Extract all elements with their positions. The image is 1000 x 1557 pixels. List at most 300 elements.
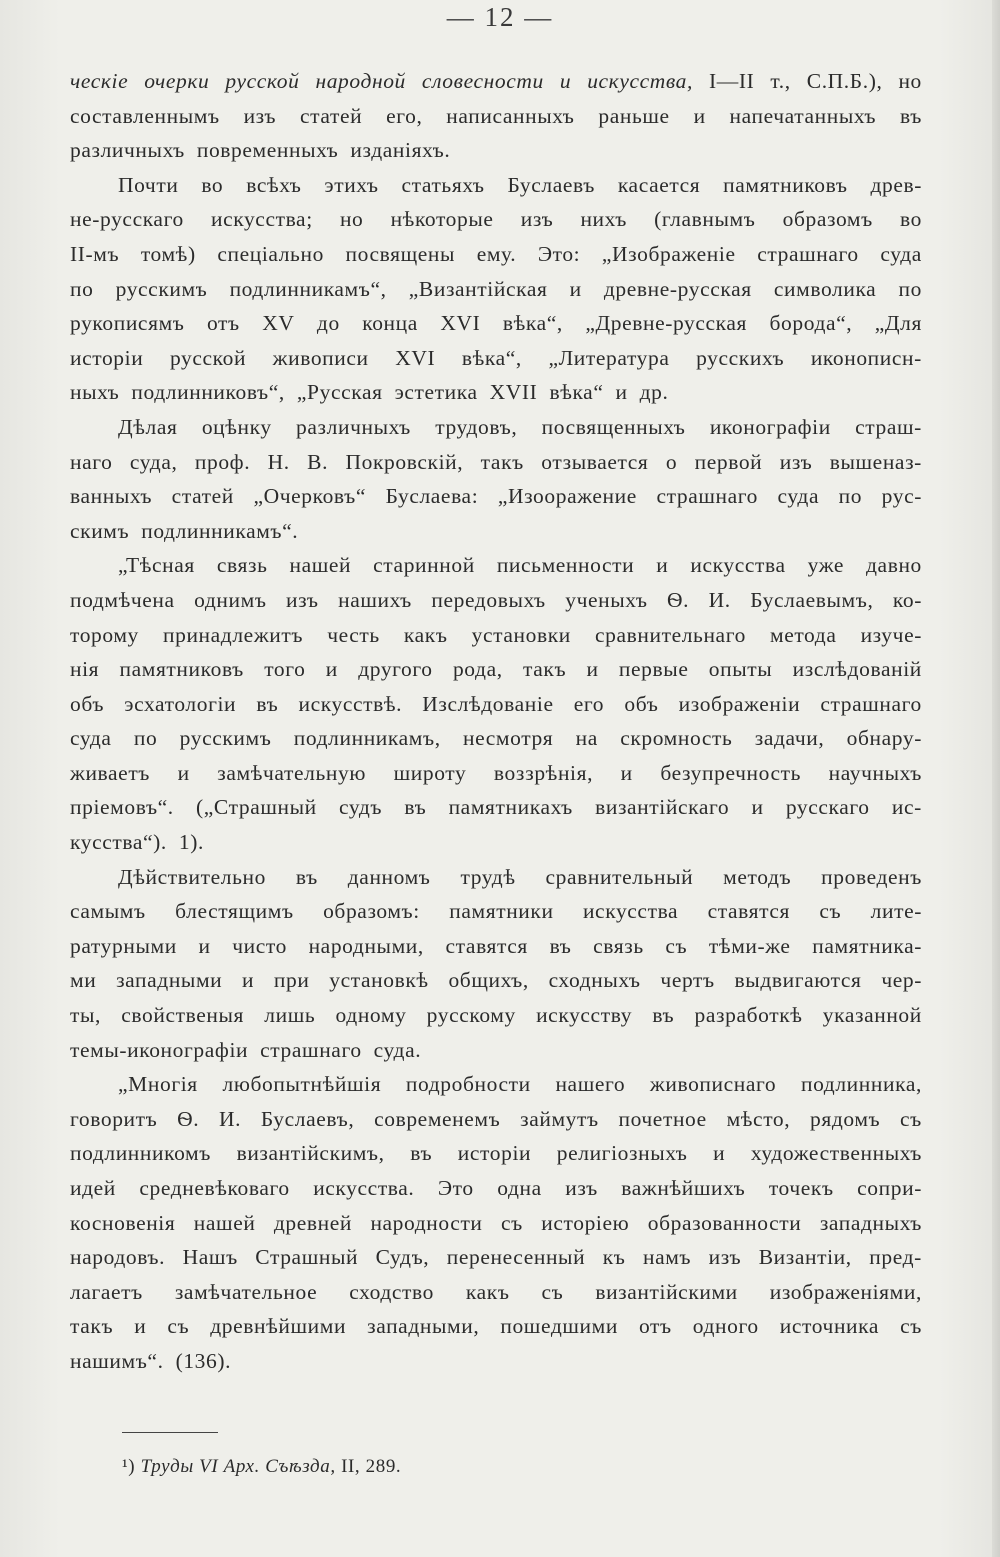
paragraph [70, 168, 922, 410]
word: суда [880, 241, 922, 266]
word: посвящены [345, 241, 456, 266]
word: томѣ) [140, 241, 196, 266]
word: „Древне-русская [585, 311, 748, 336]
word: первой [694, 449, 763, 474]
word: рукописямъ [70, 311, 185, 336]
word: византійскаго [595, 795, 730, 820]
word: отъ [206, 311, 240, 336]
word: къ [602, 1245, 626, 1270]
word: указанной [822, 1003, 922, 1028]
word: нѣкоторые [390, 207, 494, 232]
word: суда [70, 726, 112, 751]
word: „Многія [118, 1072, 198, 1097]
word: но [339, 207, 364, 232]
word: торому [70, 622, 139, 647]
word: наго [70, 449, 113, 474]
word: народной [315, 69, 406, 93]
text-line [70, 1171, 922, 1206]
word: косновенія [70, 1210, 176, 1235]
word: „Русская [296, 380, 383, 405]
text-line [70, 1033, 922, 1068]
word: Дѣлая [118, 414, 178, 439]
word: образомъ [782, 207, 873, 232]
word: искусства, [587, 69, 694, 93]
text-line [70, 1067, 922, 1102]
word: „Византійская [408, 276, 548, 301]
word: современемъ [374, 1106, 501, 1131]
word: чертъ [660, 968, 715, 993]
word: нашихъ [338, 587, 412, 612]
word: по [133, 726, 158, 751]
word: различныхъ [296, 414, 411, 439]
text-line [70, 445, 922, 480]
text-line [70, 410, 922, 445]
word: трудовъ, [435, 414, 518, 439]
word: съ [500, 1210, 523, 1235]
word: принадлежитъ [163, 622, 304, 647]
word: изслѣдованій [792, 657, 922, 682]
word: т., [770, 69, 791, 93]
word: и [559, 69, 572, 93]
word: пріемовъ“. [70, 795, 174, 820]
word: I—II [709, 69, 755, 93]
word: какъ [403, 622, 448, 647]
word: искусства [582, 899, 679, 924]
word: искусствѣ. [298, 691, 403, 716]
word: Н. [267, 449, 290, 474]
word: древней [273, 1210, 353, 1235]
word: Это: [537, 241, 581, 266]
word: повременныхъ [196, 138, 339, 163]
word: русскаго [785, 795, 870, 820]
text-line [70, 1275, 922, 1310]
word: уже [807, 553, 845, 578]
text-line [70, 64, 922, 99]
word: живописнаго [649, 1072, 777, 1097]
word: свойственыя [121, 1003, 245, 1028]
word: нашей [193, 1210, 256, 1235]
word: конца [362, 311, 418, 336]
text-line [70, 790, 922, 825]
text-line [70, 1136, 922, 1171]
word: образомъ: [323, 899, 420, 924]
word: Изслѣдованіе [422, 691, 554, 716]
word: эсхатологіи [124, 691, 237, 716]
text-line [70, 237, 922, 272]
word: широту [393, 760, 467, 785]
word: Буслаевъ [507, 172, 595, 197]
word: и [693, 103, 706, 128]
word: статей [299, 103, 363, 128]
word: словесности [421, 69, 544, 93]
word: нія [70, 657, 100, 682]
text-line [70, 1206, 922, 1241]
text-line [70, 168, 922, 203]
word: исторіи [70, 345, 144, 370]
word: подлинникамъ“, [229, 276, 387, 301]
word: Буслаевъ, [260, 1106, 355, 1131]
word: ученыхъ [565, 587, 648, 612]
word: Судъ, [375, 1245, 430, 1270]
word: изданіяхъ. [350, 138, 451, 163]
word: Ѳ. [177, 1106, 200, 1131]
word: ванныхъ [70, 484, 153, 509]
footnote-marker: ¹) [122, 1456, 136, 1477]
word: русской [225, 69, 300, 93]
footnote-divider [122, 1432, 218, 1433]
word: В. [307, 449, 329, 474]
word: (главнымъ [654, 207, 756, 232]
word: изъ [779, 449, 813, 474]
word: вѣка“ [549, 380, 604, 405]
word: образованности [647, 1210, 802, 1235]
word: судъ [339, 795, 383, 820]
word: посвященныхъ [541, 414, 686, 439]
footnote-source: Труды VI Арх. Съѣзда, [140, 1456, 336, 1477]
word: перенесенный [446, 1245, 586, 1270]
word: („Страшный [196, 795, 317, 820]
word: но [898, 69, 922, 93]
word: суда. [373, 1037, 422, 1062]
word: Нашъ [182, 1245, 238, 1270]
word: художественныхъ [750, 1141, 922, 1166]
footnote [122, 1456, 401, 1478]
word: передовыхъ [431, 587, 546, 612]
text-line [70, 825, 922, 860]
word: этихъ [324, 172, 379, 197]
word: ставятся [445, 933, 528, 958]
word: искусству [536, 1003, 633, 1028]
text-line [70, 583, 922, 618]
word: статей [171, 484, 234, 509]
body-text [70, 64, 922, 1379]
word: С.П.Б.), [806, 69, 883, 93]
word: ко- [892, 587, 922, 612]
word: связь [216, 553, 268, 578]
word: мѣсто, [726, 1106, 791, 1131]
word: того [264, 657, 306, 682]
word: о [665, 449, 678, 474]
word: византійскими [595, 1279, 738, 1304]
word: памятника- [812, 933, 922, 958]
word: всѣхъ [246, 172, 302, 197]
word: византійскимъ, [236, 1141, 385, 1166]
word: на [575, 726, 598, 751]
word: Это [437, 1176, 474, 1200]
word: русскимъ [179, 726, 272, 751]
word: искусства [690, 553, 786, 578]
word: и [569, 276, 582, 301]
word: памятниковъ [723, 172, 848, 197]
word: чер- [881, 968, 922, 993]
word: русскому [426, 1003, 516, 1028]
word: одного [692, 1314, 759, 1339]
word: вѣка“, [502, 311, 563, 336]
word: и [177, 760, 190, 785]
word: съ [900, 1106, 922, 1131]
word: давно [866, 553, 922, 578]
word: выдвигаются [734, 968, 862, 993]
word: статьяхъ [401, 172, 485, 197]
word: „Изооражение [497, 484, 637, 509]
word: блестящимъ [175, 899, 294, 924]
word: „Литература [548, 345, 670, 370]
word: оцѣнку [201, 414, 272, 439]
word: во [201, 172, 224, 197]
word: старинной [373, 553, 475, 578]
word: и [620, 760, 633, 785]
word: изображеніями, [769, 1279, 922, 1304]
word: разработкѣ [694, 1003, 803, 1028]
word: съ [665, 933, 688, 958]
word: съ [541, 1279, 564, 1304]
word: западными, [367, 1314, 480, 1339]
word: рода, [452, 657, 503, 682]
text-line [70, 341, 922, 376]
word: борода“, [769, 311, 853, 336]
word: древнѣйшими [210, 1314, 347, 1339]
text-line [70, 756, 922, 791]
page-edge-shadow [992, 0, 1000, 1557]
word: спеціально [217, 241, 324, 266]
text-line [70, 929, 922, 964]
word: живописи [272, 345, 369, 370]
word: обнару- [846, 726, 922, 751]
word: суда, [129, 449, 178, 474]
word: однимъ [194, 587, 267, 612]
word: нашего [555, 1072, 626, 1097]
word: важнѣйшихъ [621, 1176, 746, 1200]
word: и [713, 1141, 726, 1166]
word: исторіею [541, 1210, 630, 1235]
word: народности [370, 1210, 483, 1235]
word: ты, [70, 1003, 102, 1028]
text-line [70, 99, 922, 134]
word: подлинникамъ“. [141, 518, 299, 543]
word: иконографіи [709, 414, 831, 439]
word: метода [770, 622, 837, 647]
word: намъ [642, 1245, 692, 1270]
word: западныхъ [819, 1210, 922, 1235]
word: Буслаевымъ, [750, 587, 874, 612]
word: установкѣ [329, 968, 429, 993]
word: искусства; [210, 207, 313, 232]
word: почетное [618, 1106, 707, 1131]
word: въ [404, 795, 427, 820]
word: честь [327, 622, 380, 647]
word: страшнаго [820, 691, 922, 716]
word: его [573, 691, 605, 716]
text-line [70, 860, 922, 895]
word: русскихъ [696, 345, 785, 370]
word: и [656, 553, 669, 578]
text-line [70, 375, 922, 410]
text-line [70, 998, 922, 1033]
word: въ [899, 103, 922, 128]
word: первые [618, 657, 689, 682]
word: рус- [881, 484, 922, 509]
word: Византіи, [758, 1245, 852, 1270]
word: рядомъ [810, 1106, 881, 1131]
word: ставятся [707, 899, 790, 924]
word: безупречность [660, 760, 802, 785]
word: отъ [638, 1314, 672, 1339]
word: общихъ, [448, 968, 529, 993]
word: опыты [708, 657, 773, 682]
word: подлинниковъ“, [131, 380, 285, 405]
word: составленнымъ [70, 103, 220, 128]
word: научныхъ [828, 760, 922, 785]
word: пошедшими [500, 1314, 618, 1339]
text-line [70, 133, 922, 168]
word: Страшный [255, 1245, 359, 1270]
word: методъ [723, 864, 792, 889]
word: въ [295, 864, 318, 889]
word: западными [116, 968, 223, 993]
word: эстетика [394, 380, 478, 405]
word: символика [773, 276, 877, 301]
text-line [70, 618, 922, 653]
word: сходныхъ [548, 968, 641, 993]
word: раньше [598, 103, 670, 128]
word: нихъ [580, 207, 627, 232]
word: сопри- [857, 1176, 922, 1200]
word: искусства. [313, 1176, 415, 1200]
word: до [316, 311, 340, 336]
word: въ [256, 691, 279, 716]
word: Почти [118, 172, 179, 197]
text-line [70, 721, 922, 756]
word: сходство [349, 1279, 434, 1304]
text-line [70, 306, 922, 341]
word: изъ [520, 207, 554, 232]
word: сравнительный [545, 864, 694, 889]
word: очерки [144, 69, 210, 93]
paragraph [70, 64, 922, 168]
word: И. [219, 1106, 242, 1131]
word: и [751, 795, 764, 820]
word: лагаетъ [70, 1279, 143, 1304]
word: другого [358, 657, 433, 682]
page-number: — 12 — [446, 2, 554, 32]
word: связь [593, 933, 644, 958]
text-line [70, 1344, 922, 1379]
text-line [70, 479, 922, 514]
text-line [70, 1102, 922, 1137]
word: подлинника, [800, 1072, 922, 1097]
text-line [70, 272, 922, 307]
word: живаетъ [70, 760, 151, 785]
text-line [70, 202, 922, 237]
word: вышеназ- [829, 449, 922, 474]
word: и [134, 1314, 147, 1339]
word: такъ [523, 657, 567, 682]
word: Буслаева: [385, 484, 479, 509]
word: И. [708, 587, 731, 612]
word: во [900, 207, 922, 232]
word: какъ [465, 1279, 510, 1304]
word: ми [70, 968, 97, 993]
word: различныхъ [70, 138, 185, 163]
paragraph [70, 1067, 922, 1378]
word: изуче- [860, 622, 922, 647]
word: (136). [175, 1348, 232, 1373]
word: скимъ [70, 518, 130, 543]
word: вѣка“, [461, 345, 522, 370]
word: напечатанныхъ [729, 103, 877, 128]
word: чисто [232, 933, 287, 958]
word: памятники [449, 899, 554, 924]
text-line [70, 894, 922, 929]
text-line [70, 963, 922, 998]
word: подробности [405, 1072, 531, 1097]
word: идей [70, 1176, 116, 1200]
word: нашей [289, 553, 352, 578]
word: такъ [480, 449, 524, 474]
word: и [242, 968, 255, 993]
word: ратурными [70, 933, 177, 958]
word: изъ [243, 103, 277, 128]
word: памятниковъ [119, 657, 244, 682]
word: съ [900, 1314, 922, 1339]
word: въ [549, 933, 572, 958]
text-line [70, 687, 922, 722]
word: страш- [855, 414, 922, 439]
word: воззрѣнія, [493, 760, 594, 785]
word: точекъ [768, 1176, 834, 1200]
footnote-reference: II, 289. [341, 1456, 402, 1477]
word: ему. [476, 241, 517, 266]
word: нашимъ“. [70, 1348, 164, 1373]
word: „Тѣсная [118, 553, 195, 578]
word: Ѳ. [667, 587, 690, 612]
paragraph [70, 548, 922, 859]
word: Дѣйствительно [118, 864, 266, 889]
word: объ [624, 691, 659, 716]
word: отзывается [541, 449, 649, 474]
text-line [70, 514, 922, 549]
word: и [615, 380, 628, 405]
word: религіозныхъ [556, 1141, 688, 1166]
word: лишь [264, 1003, 316, 1028]
word: страшнаго [757, 241, 859, 266]
word: XVI [440, 311, 481, 336]
word: пред- [869, 1245, 922, 1270]
word: такъ [70, 1314, 114, 1339]
word: средневѣковаго [139, 1176, 290, 1200]
word: по [70, 276, 94, 301]
word: написанныхъ [446, 103, 575, 128]
word: объ [70, 691, 105, 716]
text-line [70, 1309, 922, 1344]
word: его, [386, 103, 423, 128]
word: „Очерковъ“ [253, 484, 367, 509]
word: кусства“). [70, 830, 167, 855]
word: ис- [891, 795, 922, 820]
word: подлинникамъ, [293, 726, 441, 751]
word: 1). [178, 830, 204, 855]
word: народными, [308, 933, 424, 958]
text-line [70, 1240, 922, 1275]
text-line [70, 548, 922, 583]
word: трудѣ [460, 864, 516, 889]
word: письменности [496, 553, 635, 578]
word: русскимъ [115, 276, 208, 301]
word: XV [262, 311, 295, 336]
word: XVI [395, 345, 436, 370]
word: изображеніи [678, 691, 801, 716]
word: древне-русская [603, 276, 752, 301]
